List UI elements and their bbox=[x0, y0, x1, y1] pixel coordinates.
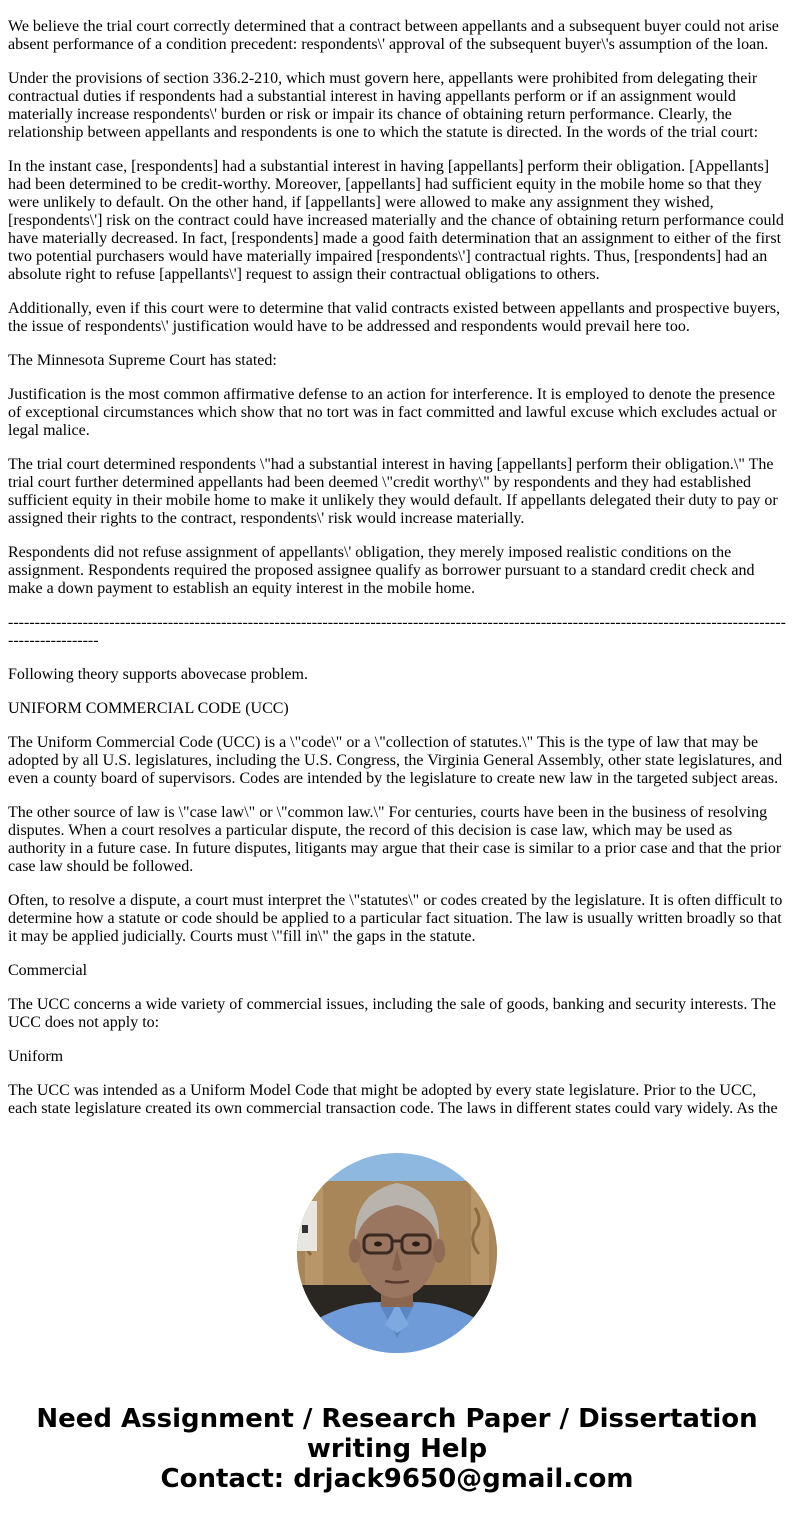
paragraph-additionally: Additionally, even if this court were to determine that valid contracts existed between appellants and prospective buyers, the issue of respondents\' justification would have to be addressed and respondents would prevail here too. bbox=[8, 300, 781, 335]
paragraph-condition-precedent: We believe the trial court correctly determined that a contract between appellants and a subsequent buyer could not arise absent performance of a condition precedent: respondents\' approval of the subsequent buyer\'s assumption of the loan. bbox=[8, 18, 779, 53]
paragraph-respondents-conditions: Respondents did not refuse assignment of appellants\' obligation, they merely imposed realistic conditions on the assignment. Respondents required the proposed assignee qualify as borrower pursuant to a standard credit check and make a down payment to establish an equity interest in the mobile home. bbox=[8, 544, 755, 597]
paragraph-theory-intro: Following theory supports abovecase problem. bbox=[8, 666, 308, 683]
paragraph-ucc-concerns: The UCC concerns a wide variety of commercial issues, including the sale of goods, banking and security interests. The UCC does not apply to: bbox=[8, 996, 776, 1031]
cta-contact-email: Contact: drjack9650@gmail.com bbox=[160, 1464, 634, 1494]
paragraph-trial-court-quote: In the instant case, [respondents] had a substantial interest in having [appellants] perform their obligation. [Appellants] had been determined to be credit-worthy. Moreover, [appellants] had sufficient equity in the mobile home so that they were unlikely to default. On the other hand, if [appellants] were allowed to make any assignment they wished, [respondents\'] risk on the contract could have increased materially and the chance of obtaining return performance could have materially decreased. In fact, [respondents] made a good faith determination that an assignment to either of the first two potential purchasers would have materially impaired [respondents\'] contractual rights. Thus, [respondents] had an absolute right to refuse [appellants\'] request to assign their contractual obligations to others. bbox=[8, 158, 784, 283]
heading-commercial: Commercial bbox=[8, 962, 88, 979]
paragraph-interpret-statutes: Often, to resolve a dispute, a court must interpret the \"statutes\" or codes created by the legislature. It is often difficult to determine how a statute or code should be applied to a particular fact situation. The law is usually written broadly so that it may be applied judicially. Courts must \"fill in\" the gaps in the statute. bbox=[8, 892, 783, 945]
paragraph-minnesota-court: The Minnesota Supreme Court has stated: bbox=[8, 352, 277, 369]
paragraph-case-law: The other source of law is \"case law\" or \"common law.\" For centuries, courts have been in the business of resolving disputes. When a court resolves a particular dispute, the record of this decision is case law, which may be used as authority in a future case. In future disputes, litigants may argue that their case is similar to a prior case and that the prior case law should be followed. bbox=[8, 804, 782, 875]
paragraph-trial-court-determined: The trial court determined respondents \"had a substantial interest in having [appellants] perform their obligation.\" The trial court further determined appellants had been deemed \"credit worthy\" by respondents and they had established sufficient equity in their mobile home to make it unlikely they would default. If appellants delegated their duty to pay or assigned their rights to the contract, respondents\' risk would increase materially. bbox=[8, 456, 778, 527]
paragraph-section-336: Under the provisions of section 336.2-210, which must govern here, appellants were prohibited from delegating their contractual duties if respondents had a substantial interest in having appellants perform or if an assignment would materially increase respondents\' burden or risk or impair its chance of obtaining return performance. Clearly, the relationship between appellants and respondents is one to which the statute is directed. In the words of the trial court: bbox=[8, 70, 759, 141]
paragraph-justification: Justification is the most common affirmative defense to an action for interference. It is employed to denote the presence of exceptional circumstances which show that no tort was in fact committed and lawful excuse which excludes actual or legal malice. bbox=[8, 386, 777, 439]
paragraph-ucc-code: The Uniform Commercial Code (UCC) is a \"code\" or a \"collection of statutes.\" This is the type of law that may be adopted by all U.S. legislatures, including the U.S. Congress, the Virginia General Assembly, other state legislatures, and even a county board of supervisors. Codes are intended by the legislature to create new law in the targeted subject areas. bbox=[8, 734, 783, 787]
document-body bbox=[8, 0, 786, 1134]
cta-line-2: writing Help bbox=[306, 1434, 488, 1464]
cta-line-1: Need Assignment / Research Paper / Dissertation bbox=[36, 1404, 758, 1434]
person-photo-icon bbox=[297, 1153, 497, 1353]
avatar bbox=[297, 1153, 497, 1353]
paragraph-uniform-model-code: The UCC was intended as a Uniform Model Code that might be adopted by every state legislature. Prior to the UCC, each state legislature created its own commercial transaction code. The laws in different states could vary widely. As the bbox=[8, 1082, 778, 1117]
heading-ucc: UNIFORM COMMERCIAL CODE (UCC) bbox=[8, 700, 289, 717]
heading-uniform: Uniform bbox=[8, 1048, 64, 1065]
contact-banner bbox=[0, 1404, 794, 1494]
dashed-separator: ------------------------------------------------------------------------------------------------------------------------------------------------------------------- bbox=[8, 614, 786, 649]
paragraph-truncated-top bbox=[8, 0, 786, 2]
